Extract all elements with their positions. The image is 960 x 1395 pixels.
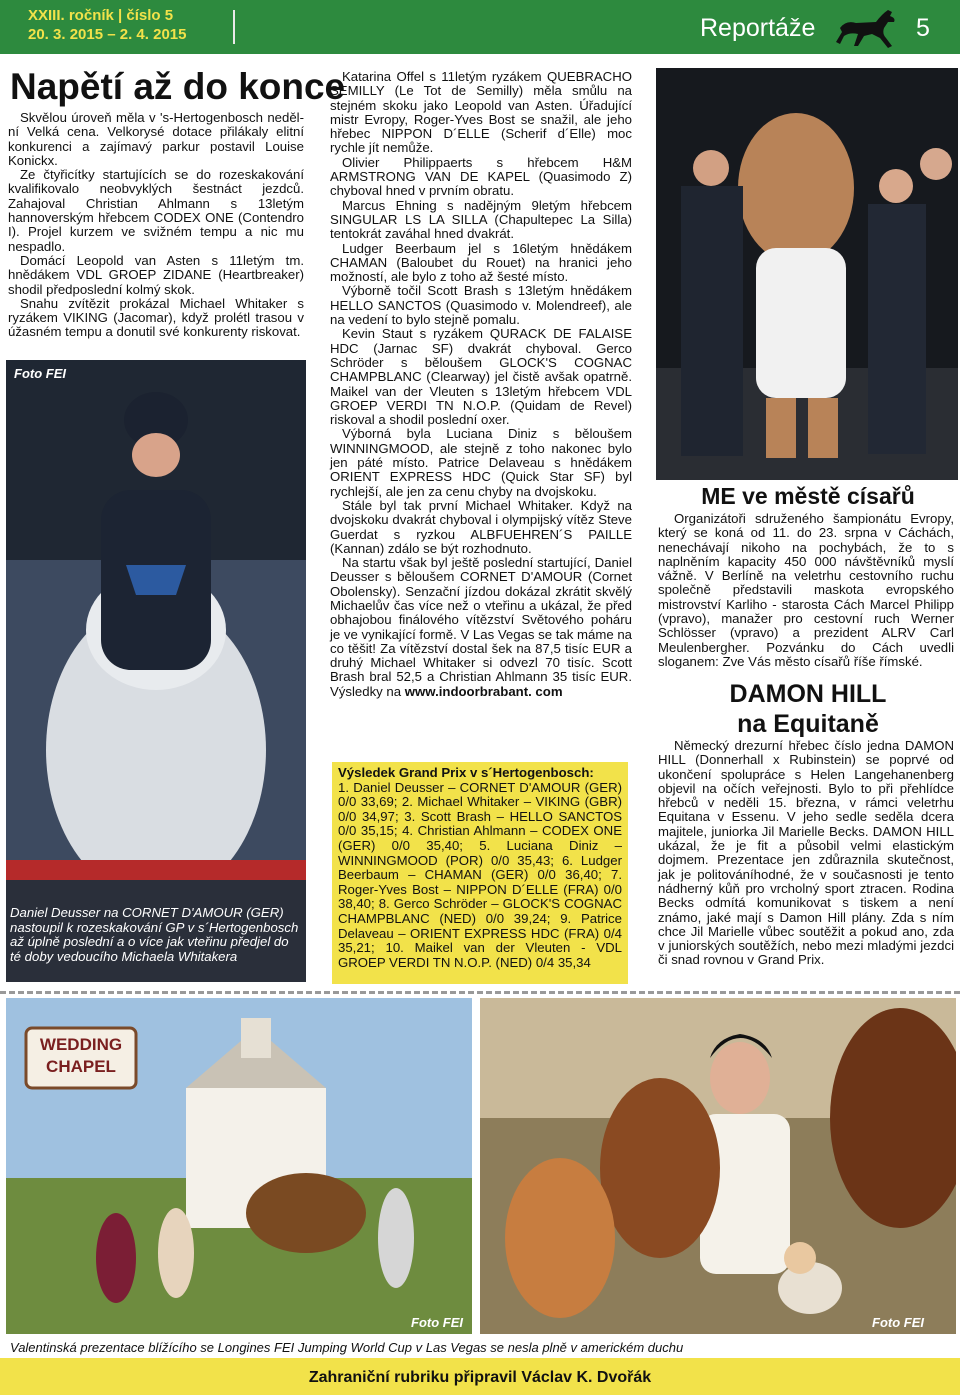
horse-icon [836, 6, 900, 50]
article-left-column [8, 111, 304, 340]
photo-credit: Foto FEI [411, 1315, 463, 1330]
results-heading: Výsledek Grand Prix v s´Hertogenbosch: [338, 765, 594, 780]
photo-caption: Daniel Deusser na CORNET D'AMOUR (GER) nastoupil k rozeskakování GP v s´Hertogenbosch až úplně poslední a o více jak vteřinu předjel do té doby vedoucího Michaela Whitakera [10, 905, 299, 964]
article-paragraph: Domácí Leopold van Asten s 11letým tm. hnědákem VDL GROEP ZIDANE (Heartbreaker) shodil předposlední kolmý skok. [8, 252, 304, 297]
sidebar-damon-text: Německý drezurní hřebec číslo jedna DAMON HILL (Donnerhall x Rubinstein) se poprvé od ukončení spolupráce s Helen Langehanenberg objevil na očích veřejnosti. Bylo to při přehlídce hřebců v neděli 15. března, v rámci veletrhu Equitana v Essenu. V jeho sedle seděla dcera majitele, juniorka Jil Marielle Becks. DAMON HILL ukázal, že je fit a působil velmi elastickým dojmem. Prezentace jen zdůraznila skutečnost, jak je politováníhodné, že v současnosti je tento nádherný kůň pro vrcholný sport ztracen. Rodina Becks odmítá komunikovat s tiskem a není známo, jaké mají s Damon Hill plány. Zda s ním chce Jil Marielle vůbec soutěžit a pokud ano, zda v juniorských soutěžích, nebo mezi mladými jezdci či snad rovnou v Grand Prix. [658, 738, 954, 968]
photo-credit: Foto FEI [872, 1315, 924, 1330]
final-paragraph-text: Na startu však byl ještě poslední startující, Daniel Deusser s běloušem CORNET D'AMOUR (Cornet Obolensky). Senzační jízdou dokázal zkrátit skvělý Michaelův čas více než o vteřinu a ukázal, že před obhajobou finálového vítězství Světového poháru je ve vynikající formě. V Las Vegas se tak máme na co těšit! Za vítězství dostal šek na 87,5 tisíc EUR a druhý Michael Whitaker si odvezl 70 tisíc. Scott Brash bral 52,5 a Christian Ahlmann 35 tisíc EUR. Výsledky na [330, 555, 632, 699]
issue-info [28, 6, 186, 44]
show-jumping-photo [6, 360, 306, 982]
issue-dates: 20. 3. 2015 – 2. 4. 2015 [28, 26, 187, 43]
sidebar-damon-title-line2: na Equitaně [737, 710, 879, 738]
article-paragraph [330, 556, 632, 699]
section-title: Reportáže [700, 14, 816, 42]
wedding-chapel-sign: WEDDING CHAPEL [39, 1035, 123, 1076]
footer-credit: Zahraniční rubriku připravil Václav K. Dvořák [308, 1369, 652, 1386]
article-paragraph: Snahu zvítězit prokázal Michael Whitaker s ryzákem VIKING (Jacomar), když prolétl trasou v úžasném tempu a donutil své konkurenty riskovat. [8, 295, 304, 340]
header-divider [233, 10, 235, 44]
sidebar-me-title: ME ve městě císařů [701, 483, 915, 509]
sidebar-me-text: Organizátoři sdruženého šampionátu Evropy, který se koná od 11. do 23. srpna v Cáchách, nenechávají nikoho na pochybách, že to s naplněním kapacity 450 000 návštěvníků myslí vážně. V Berlíně na veletrhu cestovního ruchu společně představili maskota evropského mistrovství Karliho - starosta Cách Marcel Philipp (vpravo), manažer pro cestovní ruch Werner Schlösser (vpravo) a prezident ALRV Carl Meulenbergher. Pozvánku do Cách uvedli sloganem: Zve Vás město císařů říše římské. [658, 511, 954, 669]
article-paragraph: Ludger Beerbaum jel s 16letým hnědákem CHAMAN (Baloubet du Rouet) na hranici jeho možností, ale bylo z toho až šesté místo. [330, 240, 632, 285]
elvis-horses-photo [480, 998, 956, 1334]
article-paragraph: Marcus Ehning s nadějným 9letým hřebcem SINGULAR LS LA SILLA (Chapultepec La Silla) tentokrát zaváhal hned dvakrát. [330, 197, 632, 242]
article-middle-column [330, 70, 632, 699]
photo-credit: Foto FEI [14, 366, 66, 381]
wedding-chapel-photo [6, 998, 472, 1334]
article-paragraph: Kevin Staut s ryzákem QURACK DE FALAISE HDC (Jarnac SF) dvakrát chyboval. Gerco Schröder s běloušem GLOCK'S COGNAC CHAMPBLANC (Clearway) jel čistě avšak opatrně. Maikel van der Vleuten s 13letým hřebcem VDL GROEP VERDI TN N.O.P. (Quidam de Revel) riskoval a shodil poslední oxer. [330, 326, 632, 428]
mascot-photo [656, 68, 958, 480]
sidebar-damon-title [662, 679, 954, 739]
results-link[interactable]: www.indoorbrabant. com [404, 683, 563, 699]
article-title: Napětí až do konce [10, 66, 346, 107]
header-bar [0, 0, 960, 54]
section-divider [0, 991, 960, 994]
results-box [332, 762, 628, 984]
results-text: 1. Daniel Deusser – CORNET D'AMOUR (GER) 0/0 33,69; 2. Michael Whitaker – VIKING (GBR) 0/0 34,97; 3. Scott Brash – HELLO SANCTOS 0/0 35,15; 4. Christian Ahlmann – CODEX ONE (GER) 0/0 35,40; 5. Luciana Diniz – WINNINGMOOD (POR) 0/0 35,43; 6. Ludger Beerbaum – CHAMAN (GER) 0/0 36,40; 7. Roger-Yves Bost – NIPPON D´ELLE (FRA) 0/0 38,40; 8. Gerco Schröder – GLOCK'S COGNAC CHAMPBLANC (NED) 0/0 39,24; 9. Patrice Delaveau – ORIENT EXPRESS HDC (FRA) 0/4 35,21; 10. Maikel van der Vleuten - VDL GROEP VERDI TN N.O.P. (NED) 0/4 35,34 [338, 779, 622, 970]
article-paragraph: Skvělou úroveň měla v 's-Hertogenbosch nedělní Velká cena. Velkorysé dotace přilákaly elitní konkurenci a zajímavý parkur postavil Louise Konickx. [8, 110, 304, 168]
article-paragraph: Ze čtyřicítky startujících se do rozeskakování kvalifikovalo neobvyklých šestnáct jezdců. Zahajoval Christian Ahlmann s 13letým hannoverským hřebcem CODEX ONE (Contendro I). Projel kurzem ve svižném tempu a nic mu nespadlo. [8, 167, 304, 254]
article-paragraph: Stále byl tak první Michael Whitaker. Když na dvojskoku dvakrát chyboval i olympijský vítěz Steve Guerdat s ryzkou ALBFUEHREN´S PAILLE (Kannan) zdálo se být rozhodnuto. [330, 497, 632, 556]
article-paragraph: Katarina Offel s 11letým ryzákem QUEBRACHO SEMILLY (Le Tot de Semilly) měla smůlu na stejném skoku jako Leopold van Asten. Úřadující mistr Evropy, Roger-Yves Bost se snažil, ale jeho hřebec NIPPON D´ELLE (Scherif d´Elle) moc rychle jít nemůže. [330, 69, 632, 156]
sidebar-damon-title-line1: DAMON HILL [729, 680, 887, 708]
article-paragraph: Výborně točil Scott Brash s 13letým hnědákem HELLO SANCTOS (Quasimodo v. Molendreef), ale na vedení to bylo stejně pomalu. [330, 283, 632, 328]
bottom-photo-caption: Valentinská prezentace blížícího se Longines FEI Jumping World Cup v Las Vegas se nesla plně v americkém duchu [10, 1340, 684, 1355]
article-paragraph: Olivier Philippaerts s hřebcem H&M ARMSTRONG VAN DE KAPEL (Quasimodo Z) chyboval hned v prvním obratu. [330, 154, 632, 199]
article-paragraph: Výborná byla Luciana Diniz s běloušem WINNINGMOOD, ale stejně z toho nakonec bylo jen páté místo. Patrice Delaveau s hnědákem ORIENT EXPRESS HDC (Quick Star SF) byl rychlejší, ale jen za cenu chyby na dvojskoku. [330, 426, 632, 499]
issue-number: XXIII. ročník | číslo 5 [28, 7, 174, 24]
page-number: 5 [916, 14, 930, 42]
